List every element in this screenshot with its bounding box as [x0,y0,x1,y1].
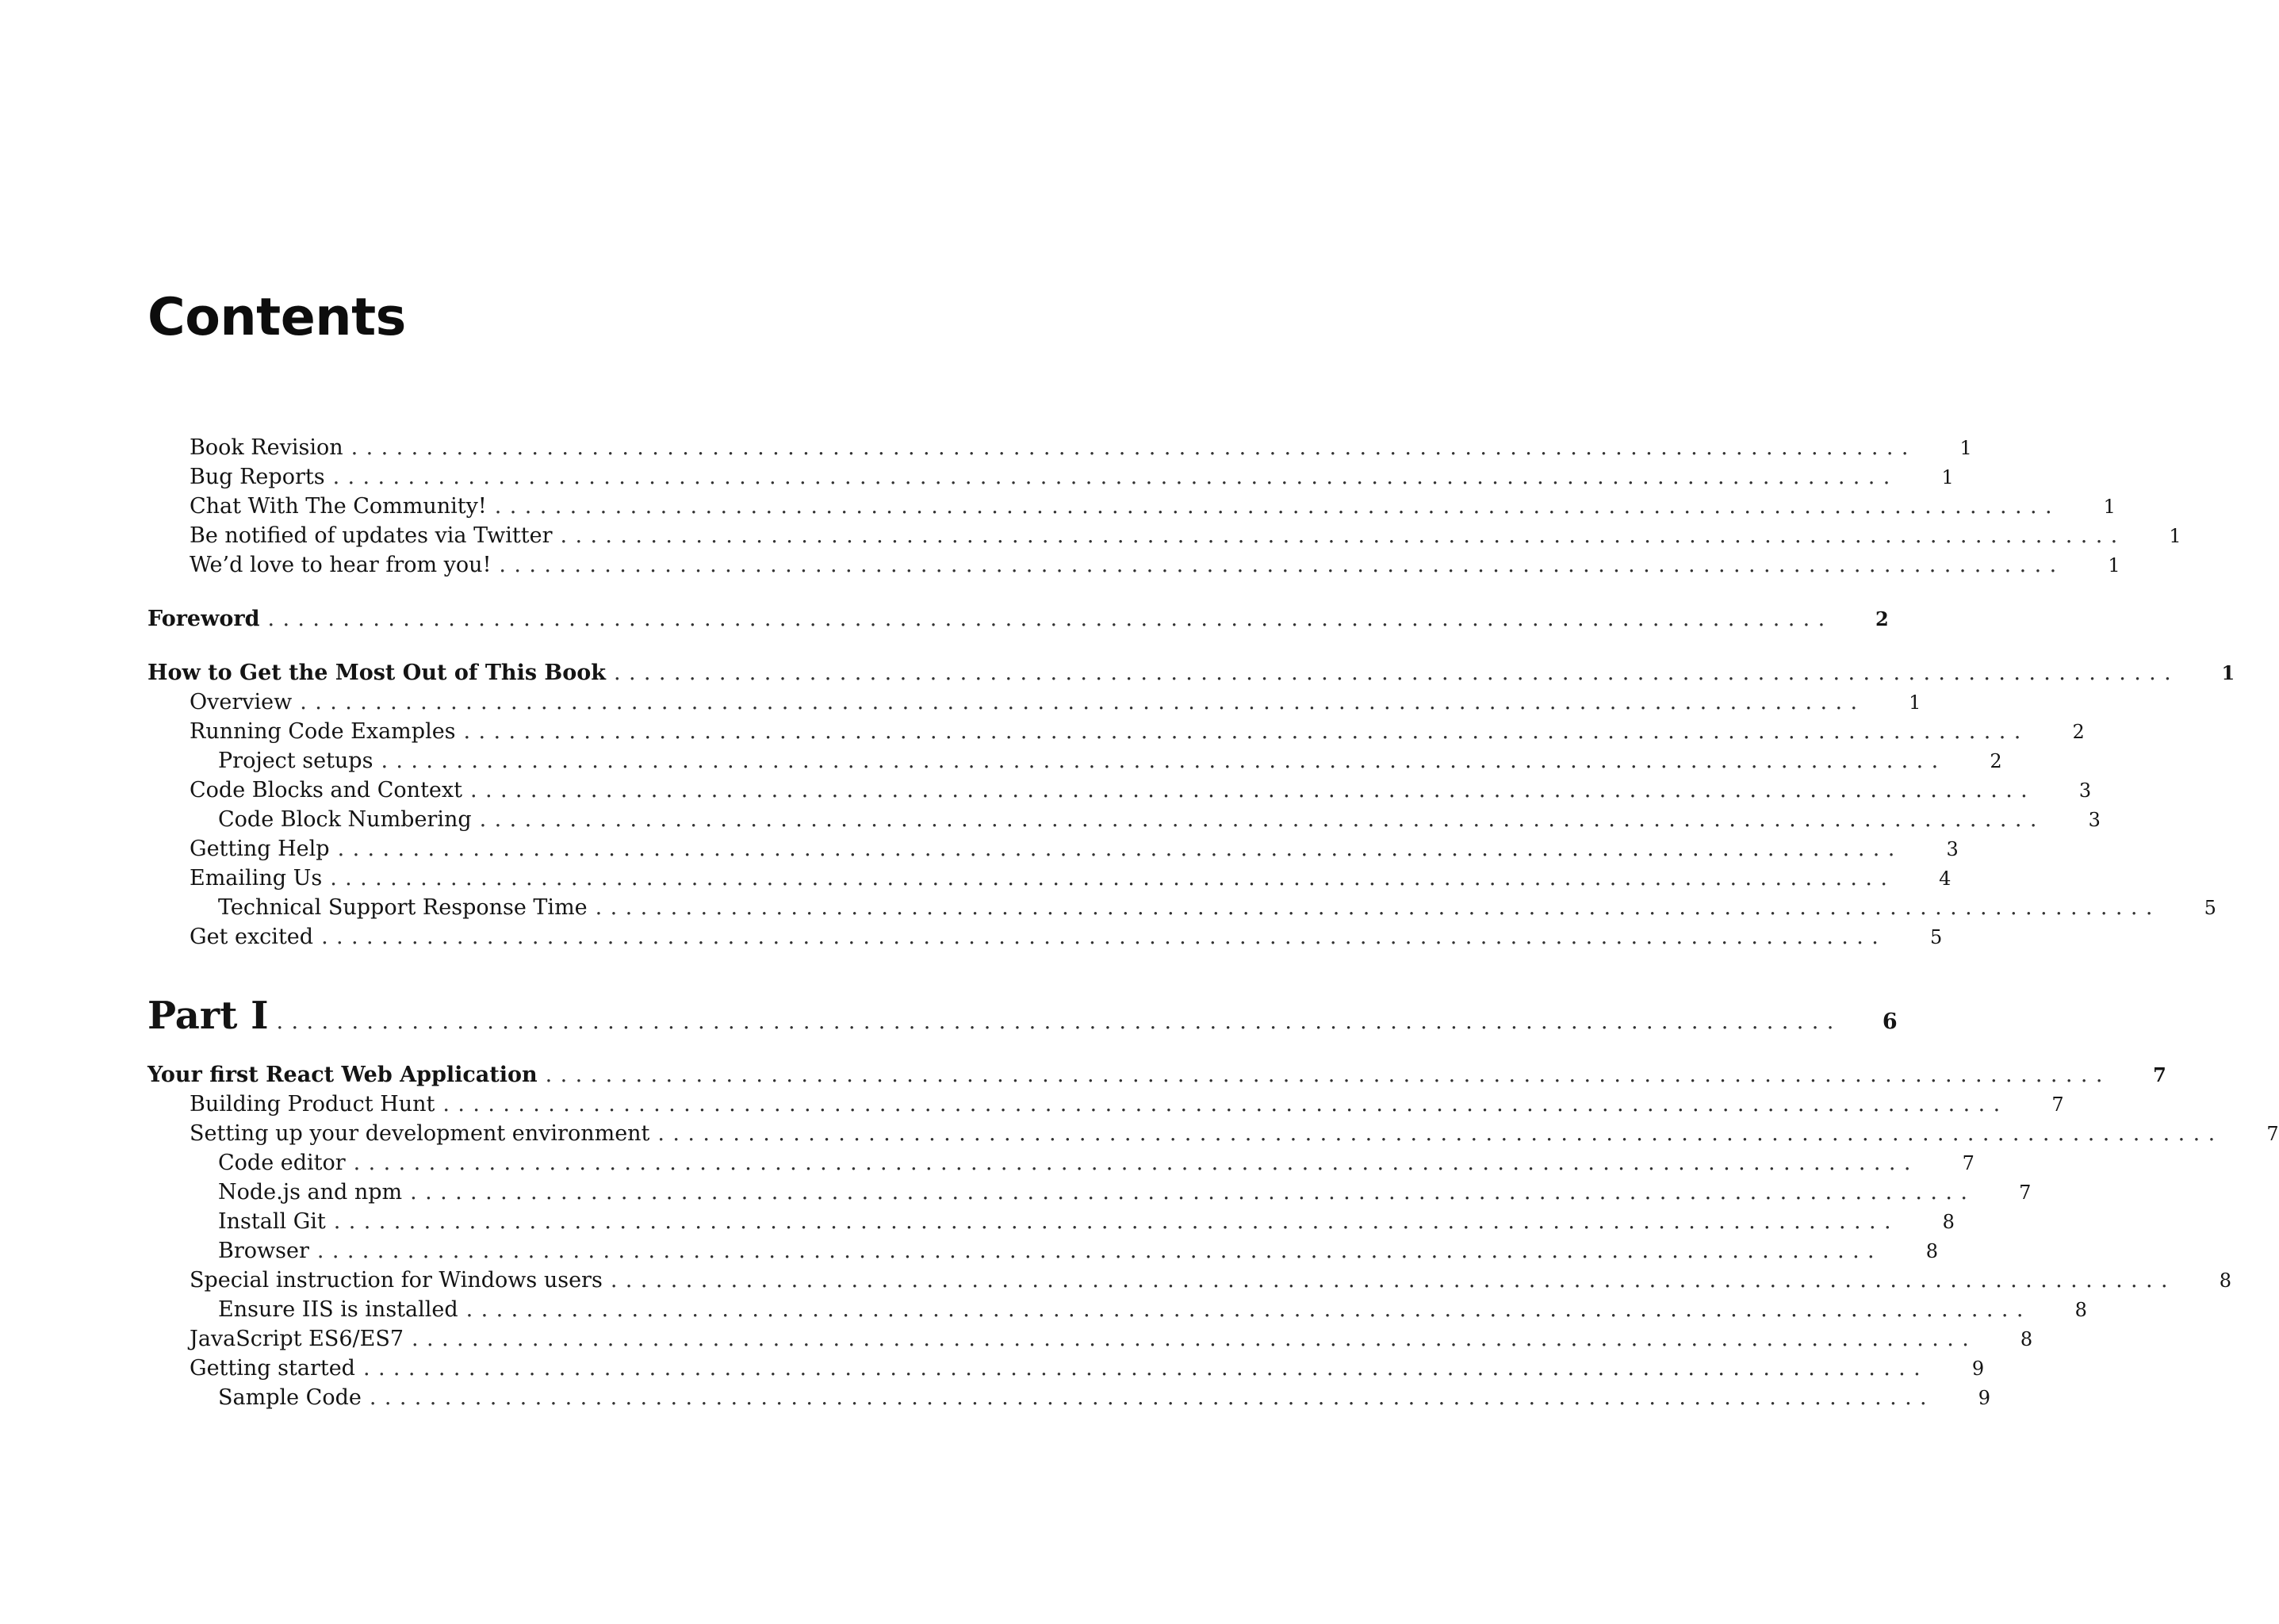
toc-entry-page: 2 [2072,721,2085,743]
toc-entry-part-i[interactable] [147,994,1898,1038]
dot-leader: ........................................................................................................ [469,778,2036,802]
toc-entry-code-block-numbering[interactable] [147,807,2101,832]
dot-leader: ........................................................................................................ [499,553,2065,577]
toc-entry-overview[interactable] [147,690,1921,714]
toc-entry-page: 8 [2219,1270,2231,1292]
dot-leader: ........................................................................................................ [300,690,1866,714]
toc-entry-label: JavaScript ES6/ES7 [190,1327,404,1351]
toc-entry-label: Chat With The Community! [190,494,487,519]
dot-leader: ........................................................................................................ [657,1121,2223,1146]
dot-leader: ........................................................................................................ [410,1180,1976,1205]
toc-entry-page: 7 [2153,1063,2166,1086]
toc-entry-label: Emailing Us [190,866,323,891]
toc-entry-label: Code Block Numbering [218,807,472,832]
dot-leader: ........................................................................................................ [465,1297,2032,1322]
toc-entry-page: 6 [1882,1009,1898,1034]
toc-entry-page: 1 [2221,661,2235,684]
toc-entry-page: 2 [1875,607,1889,630]
toc-entry-page: 9 [1978,1387,1991,1409]
dot-leader: ........................................................................................................ [321,925,1887,949]
toc-entry-label: Book Revision [190,435,343,460]
toc-entry-love-to-hear-from-you[interactable] [147,553,2120,577]
toc-entry-page: 2 [1990,750,2002,772]
toc-entry-getting-help[interactable] [147,837,1959,861]
toc-entry-page: 5 [2204,897,2216,919]
dot-leader: ........................................................................................................ [316,1239,1883,1263]
dot-leader: ........................................................................................................ [337,837,1903,861]
toc-entry-page: 1 [2108,554,2120,576]
toc-entry-label: Special instruction for Windows users [190,1268,603,1293]
toc-entry-browser[interactable] [147,1239,1939,1263]
toc-entry-label: How to Get the Most Out of This Book [147,661,606,685]
toc-entry-page: 7 [2051,1094,2064,1116]
toc-entry-label: Overview [190,690,293,714]
toc-entry-label: Part I [147,994,269,1038]
toc-entry-page: 4 [1939,868,1952,890]
dot-leader: ........................................................................................................ [442,1092,2009,1116]
toc-entry-label: Ensure IIS is installed [218,1297,458,1322]
dot-leader: ........................................................................................................ [479,807,2045,832]
toc-entry-page: 5 [1929,926,1943,948]
toc-entry-page: 8 [1925,1240,1939,1262]
toc-entry-page: 7 [2266,1123,2279,1145]
toc-entry-bug-reports[interactable] [147,465,1954,489]
toc-entry-label: Setting up your development environment [190,1121,650,1146]
toc-entry-label: Building Product Hunt [190,1092,435,1116]
toc-entry-label: Your first React Web Application [147,1063,538,1087]
toc-entry-chat-with-the-community[interactable] [147,494,2116,519]
toc-entry-label: Project setups [218,749,373,773]
dot-leader: ........................................................................................................ [613,661,2180,685]
toc-entry-foreword[interactable] [147,607,1889,631]
toc-entry-label: Be notified of updates via Twitter [190,523,553,548]
dot-leader: ........................................................................................................ [276,1009,1842,1034]
toc-entry-technical-support-response-time[interactable] [147,895,2216,920]
toc-entry-page: 3 [2078,779,2092,802]
toc-entry-page: 9 [1971,1358,1985,1380]
toc-entry-code-blocks-and-context[interactable] [147,778,2092,802]
toc-entry-label: Browser [218,1239,309,1263]
toc-entry-page: 1 [2103,496,2116,518]
toc-entry-sample-code[interactable] [147,1385,1991,1410]
toc-entry-page: 1 [1909,691,1921,714]
toc-entry-label: Install Git [218,1209,326,1234]
dot-leader: ........................................................................................................ [362,1356,1929,1381]
dot-leader: ........................................................................................................ [381,749,1947,773]
toc-entry-label: Technical Support Response Time [218,895,588,920]
toc-entry-emailing-us[interactable] [147,866,1952,891]
toc-entry-label: Get excited [190,925,314,949]
toc-entry-javascript-es6-es7[interactable] [147,1327,2033,1351]
toc-entry-get-excited[interactable] [147,925,1943,949]
dot-leader: ........................................................................................................ [333,1209,1899,1234]
toc-entry-page: 1 [2169,525,2181,547]
toc-entry-label: Getting Help [190,837,330,861]
dot-leader: ........................................................................................................ [595,895,2161,920]
toc-entry-label: Code editor [218,1151,346,1175]
toc-entry-page: 1 [1941,466,1954,488]
toc-entry-be-notified-via-twitter[interactable] [147,523,2181,548]
toc-entry-project-setups[interactable] [147,749,2002,773]
toc-entry-label: We’d love to hear from you! [190,553,492,577]
dot-leader: ........................................................................................................ [610,1268,2176,1293]
toc-entry-building-product-hunt[interactable] [147,1092,2064,1116]
dot-leader: ........................................................................................................ [494,494,2060,519]
toc-entry-label: Bug Reports [190,465,325,489]
dot-leader: ........................................................................................................ [353,1151,1919,1175]
toc-entry-page: 3 [2088,809,2101,831]
dot-leader: ........................................................................................................ [412,1327,1978,1351]
toc-entry-code-editor[interactable] [147,1151,1974,1175]
toc-entry-install-git[interactable] [147,1209,1955,1234]
toc-entry-special-instruction-windows[interactable] [147,1268,2231,1293]
toc-entry-label: Getting started [190,1356,355,1381]
page-title: Contents [147,288,406,347]
toc-entry-book-revision[interactable] [147,435,1972,460]
toc-entry-running-code-examples[interactable] [147,719,2085,744]
toc-entry-label: Node.js and npm [218,1180,403,1205]
toc-entry-label: Foreword [147,607,260,631]
toc-entry-page: 8 [2074,1299,2087,1321]
dot-leader: ........................................................................................................ [560,523,2126,548]
dot-leader: ........................................................................................................ [330,866,1896,891]
toc-entry-page: 8 [2020,1328,2033,1350]
toc-entry-page: 7 [1962,1152,1974,1174]
toc-entry-label: Code Blocks and Context [190,778,462,802]
toc-entry-page: 1 [1959,437,1972,459]
toc-entry-ensure-iis-installed[interactable] [147,1297,2087,1322]
dot-leader: ........................................................................................................ [332,465,1898,489]
toc-entry-your-first-react-web-application[interactable] [147,1063,2166,1087]
toc-entry-page: 7 [2019,1182,2032,1204]
toc-entry-nodejs-and-npm[interactable] [147,1180,2032,1205]
toc-entry-how-to-get-the-most[interactable] [147,661,2235,685]
dot-leader: ........................................................................................................ [545,1063,2111,1087]
toc-entry-setting-up-dev-environment[interactable] [147,1121,2279,1146]
dot-leader: ........................................................................................................ [369,1385,1936,1410]
toc-entry-label: Sample Code [218,1385,362,1410]
toc-entry-page: 8 [1942,1211,1955,1233]
dot-leader: ........................................................................................................ [350,435,1917,460]
toc-entry-label: Running Code Examples [190,719,456,744]
toc-entry-getting-started[interactable] [147,1356,1985,1381]
toc-entry-page: 3 [1946,838,1959,860]
dot-leader: ........................................................................................................ [267,607,1833,631]
dot-leader: ........................................................................................................ [463,719,2029,744]
